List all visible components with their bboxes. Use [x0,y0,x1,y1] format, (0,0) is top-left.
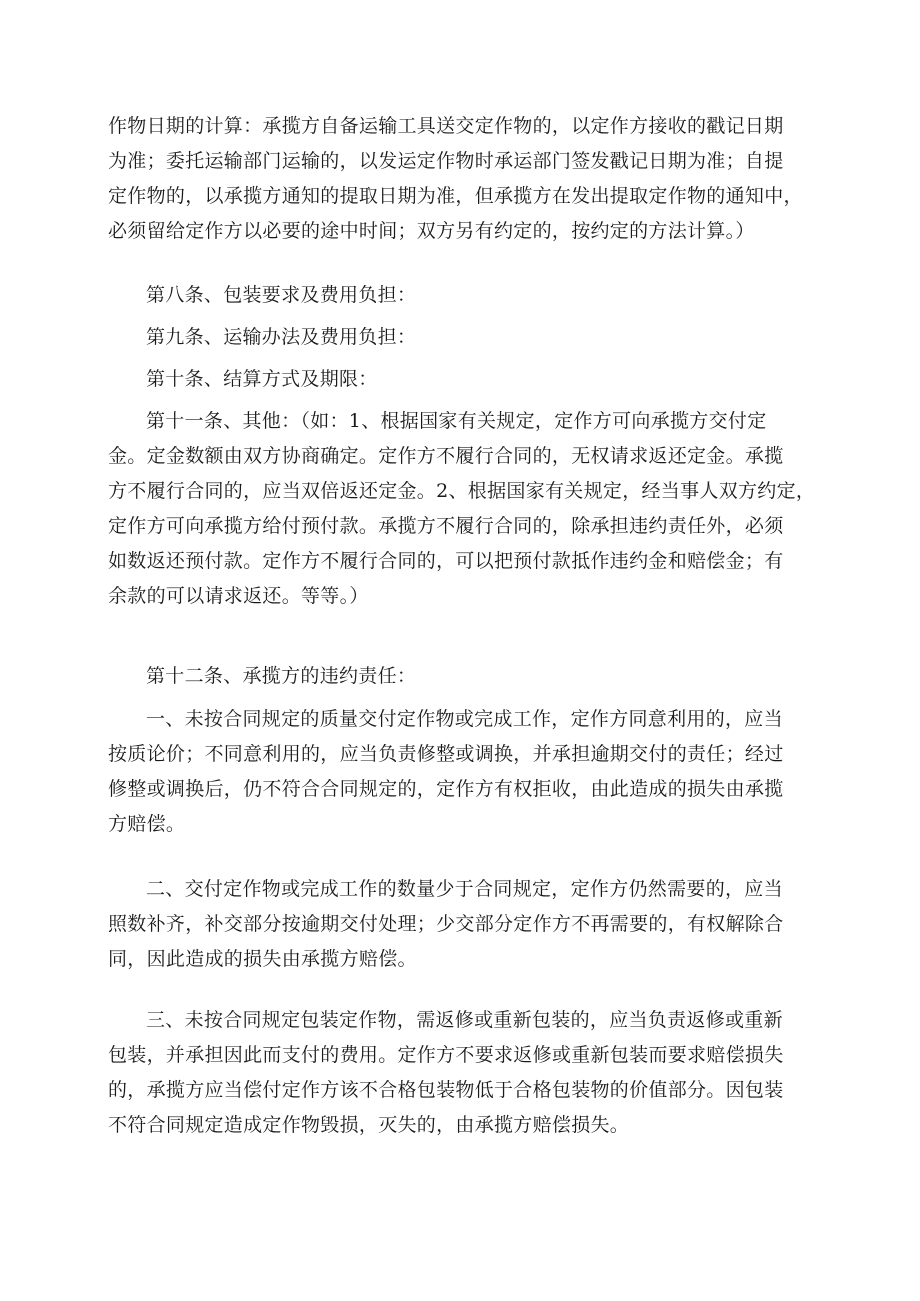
paragraph-clause7-continuation [108,109,824,249]
text-line: 同，因此造成的损失由承揽方赔偿。 [108,948,417,970]
text-line: 不符合同规定造成定作物毁损，灭失的，由承揽方赔偿损失。 [108,1114,630,1136]
text-line: 第九条、运输办法及费用负担： [146,326,417,348]
text-line: 二、交付定作物或完成工作的数量少于合同规定，定作方仍然需要的，应当 [146,878,783,900]
text-line: 作物日期的计算：承揽方自备运输工具送交定作物的，以定作方接收的戳记日期 [108,115,784,137]
text-line: 如数返还预付款。定作方不履行合同的，可以把预付款抵作违约金和赔偿金；有 [108,550,784,572]
paragraph-clause11 [108,404,824,614]
text-line: 第十一条、其他：（如：1、根据国家有关规定，定作方可向承揽方交付定 [146,410,767,432]
text-line: 一、未按合同规定的质量交付定作物或完成工作，定作方同意利用的，应当 [146,708,783,730]
text-line: 三、未按合同规定包装定作物，需返修或重新包装的，应当负责返修或重新 [146,1009,783,1031]
text-line: 的，承揽方应当偿付定作方该不合格包装物低于合格包装物的价值部分。因包装 [108,1079,784,1101]
paragraph-item1 [108,702,824,842]
paragraph-clause12 [108,659,824,694]
text-line: 方不履行合同的，应当双倍返还定金。2、根据国家有关规定，经当事人双方约定， [108,480,816,502]
text-line: 照数补齐，补交部分按逾期交付处理；少交部分定作方不再需要的，有权解除合 [108,913,784,935]
text-line: 第十二条、承揽方的违约责任： [146,665,417,687]
text-line: 第八条、包装要求及费用负担： [146,284,417,306]
text-line: 定作方可向承揽方给付预付款。承揽方不履行合同的，除承担违约责任外，必须 [108,515,784,537]
text-line: 第十条、结算方式及期限： [146,368,378,390]
text-line: 金。定金数额由双方协商确定。定作方不履行合同的，无权请求返还定金。承揽 [108,445,784,467]
paragraph-item2 [108,872,824,977]
text-line: 必须留给定作方以必要的途中时间；双方另有约定的，按约定的方法计算。） [108,220,755,242]
text-line: 包装，并承担因此而支付的费用。定作方不要求返修或重新包装而要求赔偿损失 [108,1044,784,1066]
text-line: 余款的可以请求返还。等等。） [108,585,369,607]
paragraph-clause9 [108,320,824,355]
paragraph-clause10 [108,362,824,397]
text-line: 为准；委托运输部门运输的，以发运定作物时承运部门签发戳记日期为准；自提 [108,150,784,172]
text-line: 按质论价；不同意利用的，应当负责修整或调换，并承担逾期交付的责任；经过 [108,743,784,765]
text-line: 修整或调换后，仍不符合合同规定的，定作方有权拒收，由此造成的损失由承揽 [108,778,784,800]
text-line: 方赔偿。 [108,813,186,835]
paragraph-item3 [108,1003,824,1143]
text-line: 定作物的，以承揽方通知的提取日期为准，但承揽方在发出提取定作物的通知中， [108,185,803,207]
paragraph-clause8 [108,278,824,313]
